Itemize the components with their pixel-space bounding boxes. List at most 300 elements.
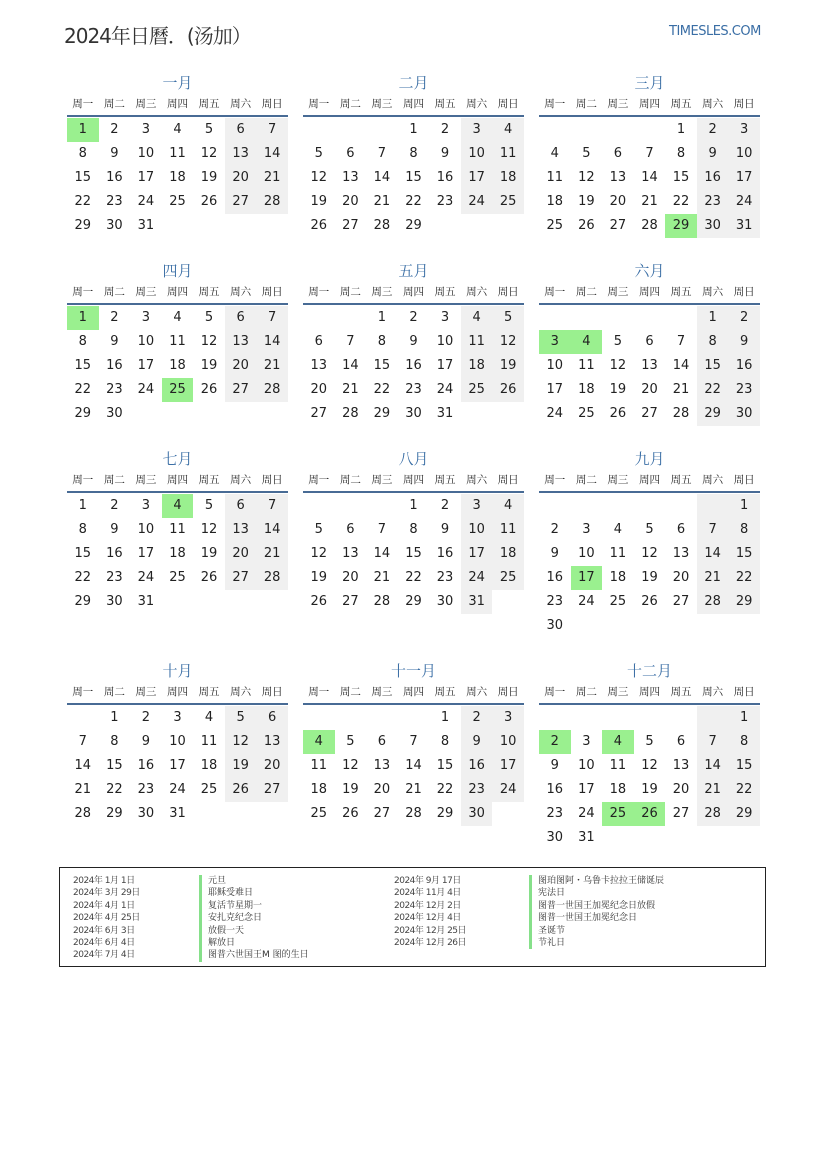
day-cell: 16	[106, 546, 123, 561]
day-cell: 18	[609, 570, 627, 585]
day-cell: 28	[697, 590, 729, 614]
day-cell: 27	[373, 806, 391, 821]
day-cell: 7	[346, 334, 355, 349]
day-cell: 13	[641, 358, 658, 373]
weekday-label: 周日	[733, 286, 755, 298]
day-cell: 27	[672, 806, 690, 821]
holiday-date: 2024年 6月 3日	[73, 925, 135, 936]
holiday-day-cell: 1	[67, 118, 99, 142]
day-cell: 27	[256, 778, 288, 802]
day-cell: 15	[373, 358, 391, 373]
holiday-day-cell: 25	[602, 802, 634, 826]
day-cell: 3	[582, 522, 591, 537]
day-cell: 20	[342, 570, 359, 585]
empty-cell	[602, 306, 634, 330]
day-cell: 25	[461, 378, 493, 402]
day-cell: 1	[440, 710, 450, 725]
day-cell: 10	[728, 142, 760, 166]
day-cell: 25	[492, 190, 524, 214]
day-cell: 12	[225, 730, 257, 754]
day-cell: 28	[74, 806, 92, 821]
day-cell: 27	[342, 218, 359, 233]
day-cell: 13	[256, 730, 288, 754]
day-cell: 5	[582, 146, 591, 161]
day-cell: 17	[578, 782, 595, 797]
day-cell: 28	[256, 190, 288, 214]
weekday-header	[67, 682, 288, 705]
day-cell: 14	[405, 758, 422, 773]
empty-cell	[303, 706, 335, 730]
day-cell: 26	[310, 218, 328, 233]
day-cell: 17	[461, 542, 493, 566]
day-cell: 7	[409, 734, 418, 749]
day-cell: 20	[225, 166, 257, 190]
empty-cell	[366, 118, 398, 142]
weekday-header	[539, 94, 760, 117]
day-cell: 8	[78, 146, 87, 161]
holiday-date: 2024年 1月 1日	[73, 876, 135, 886]
empty-cell	[697, 494, 729, 518]
empty-cell	[461, 214, 493, 238]
day-cell: 28	[672, 406, 690, 421]
day-cell: 3	[141, 310, 151, 325]
day-cell: 31	[169, 806, 186, 821]
day-cell: 15	[74, 546, 92, 561]
weekday-label: 周四	[166, 98, 188, 110]
day-cell: 8	[409, 522, 418, 537]
day-cell: 23	[461, 778, 493, 802]
day-cell: 21	[672, 382, 690, 397]
empty-cell	[162, 402, 194, 426]
day-cell: 30	[405, 406, 422, 421]
day-cell: 16	[546, 570, 564, 585]
day-cell: 7	[256, 118, 288, 142]
weekday-label: 周一	[308, 686, 330, 698]
weekday-label: 周二	[339, 286, 361, 298]
day-cell: 8	[409, 146, 418, 161]
day-cell: 23	[436, 194, 454, 209]
day-cell: 24	[436, 382, 454, 397]
weekday-label: 周一	[308, 98, 330, 110]
day-cell: 22	[436, 782, 454, 797]
day-cell: 21	[641, 194, 658, 209]
day-cell: 19	[200, 546, 218, 561]
day-cell: 26	[200, 194, 218, 209]
empty-cell	[162, 214, 194, 238]
empty-cell	[225, 402, 257, 426]
weekday-label: 周五	[670, 686, 692, 698]
month-name: 四月	[162, 262, 193, 280]
day-cell: 16	[405, 358, 422, 373]
day-cell: 20	[225, 542, 257, 566]
day-cell: 29	[74, 218, 92, 233]
day-cell: 3	[440, 310, 450, 325]
empty-cell	[398, 706, 430, 730]
day-cell: 24	[578, 594, 595, 609]
day-cell: 10	[578, 546, 595, 561]
day-cell: 17	[492, 754, 524, 778]
holiday-day-cell: 17	[571, 566, 603, 590]
day-cell: 19	[609, 382, 627, 397]
day-cell: 24	[137, 194, 155, 209]
day-cell: 21	[256, 542, 288, 566]
holiday-date: 2024年 3月 29日	[73, 888, 140, 899]
day-cell: 17	[461, 166, 493, 190]
days-grid	[539, 306, 760, 426]
day-cell: 13	[310, 358, 328, 373]
weekday-label: 周五	[434, 98, 456, 110]
day-cell: 24	[137, 570, 155, 585]
day-cell: 4	[613, 522, 623, 537]
day-cell: 15	[728, 542, 760, 566]
empty-cell	[492, 802, 524, 826]
day-cell: 2	[110, 122, 119, 137]
day-cell: 9	[550, 758, 559, 773]
weekday-header	[303, 94, 524, 117]
weekday-label: 周五	[198, 686, 220, 698]
day-cell: 2	[141, 710, 151, 725]
weekday-label: 周五	[198, 286, 220, 298]
day-cell: 12	[200, 146, 218, 161]
day-cell: 17	[169, 758, 186, 773]
weekday-label: 周六	[466, 286, 488, 298]
empty-cell	[193, 802, 225, 826]
day-cell: 20	[672, 782, 690, 797]
day-cell: 4	[461, 306, 493, 330]
day-cell: 15	[74, 358, 92, 373]
day-cell: 16	[436, 170, 454, 185]
day-cell: 8	[728, 518, 760, 542]
weekday-label: 周四	[402, 98, 424, 110]
day-cell: 16	[461, 754, 493, 778]
day-cell: 14	[256, 142, 288, 166]
weekday-label: 周三	[607, 686, 629, 698]
empty-cell	[335, 306, 367, 330]
day-cell: 6	[346, 146, 355, 161]
day-cell: 9	[110, 334, 119, 349]
holiday-name: 宪法日	[529, 887, 565, 899]
weekday-label: 周三	[607, 286, 629, 298]
day-cell: 9	[440, 522, 450, 537]
day-cell: 7	[645, 146, 654, 161]
day-cell: 27	[609, 218, 627, 233]
day-cell: 23	[106, 570, 123, 585]
empty-cell	[665, 306, 697, 330]
weekday-label: 周日	[261, 286, 283, 298]
day-cell: 19	[578, 194, 595, 209]
day-cell: 25	[609, 594, 627, 609]
day-cell: 23	[728, 378, 760, 402]
holiday-day-cell: 26	[634, 802, 666, 826]
days-grid	[303, 494, 524, 614]
day-cell: 20	[225, 354, 257, 378]
day-cell: 8	[78, 522, 87, 537]
empty-cell	[571, 614, 603, 638]
day-cell: 25	[546, 218, 564, 233]
empty-cell	[728, 614, 760, 638]
weekday-header	[303, 470, 524, 493]
day-cell: 26	[641, 594, 658, 609]
empty-cell	[335, 494, 367, 518]
empty-cell	[492, 402, 524, 426]
day-cell: 8	[697, 330, 729, 354]
day-cell: 25	[169, 194, 186, 209]
day-cell: 21	[256, 166, 288, 190]
month-block	[67, 660, 288, 848]
weekday-label: 周三	[135, 686, 157, 698]
day-cell: 14	[373, 546, 391, 561]
day-cell: 23	[436, 570, 454, 585]
day-cell: 8	[676, 146, 686, 161]
days-grid	[303, 306, 524, 426]
empty-cell	[697, 706, 729, 730]
day-cell: 1	[697, 306, 729, 330]
day-cell: 29	[697, 402, 729, 426]
day-cell: 29	[373, 406, 391, 421]
weekday-label: 周三	[371, 286, 393, 298]
day-cell: 15	[405, 546, 422, 561]
day-cell: 3	[173, 710, 182, 725]
day-cell: 6	[613, 146, 623, 161]
empty-cell	[303, 306, 335, 330]
month-block	[303, 72, 524, 260]
holiday-name: 安扎克纪念日	[199, 912, 262, 924]
day-cell: 31	[436, 406, 454, 421]
day-cell: 26	[310, 594, 328, 609]
holiday-name: 图普一世国王加冕纪念日	[529, 912, 637, 924]
site-link[interactable]: TIMESLES.COM	[669, 24, 761, 39]
day-cell: 10	[137, 334, 155, 349]
empty-cell	[193, 214, 225, 238]
empty-cell	[225, 214, 257, 238]
day-cell: 9	[550, 546, 559, 561]
day-cell: 26	[342, 806, 359, 821]
empty-cell	[665, 494, 697, 518]
day-cell: 14	[373, 170, 391, 185]
empty-cell	[728, 826, 760, 850]
day-cell: 29	[728, 590, 760, 614]
day-cell: 1	[78, 498, 87, 513]
weekday-label: 周六	[466, 98, 488, 110]
day-cell: 15	[405, 170, 422, 185]
empty-cell	[366, 494, 398, 518]
days-grid	[539, 706, 760, 850]
day-cell: 5	[225, 706, 257, 730]
day-cell: 7	[676, 334, 686, 349]
month-name: 九月	[634, 450, 665, 468]
day-cell: 19	[641, 570, 658, 585]
day-cell: 6	[645, 334, 654, 349]
day-cell: 12	[578, 170, 595, 185]
day-cell: 26	[578, 218, 595, 233]
day-cell: 18	[169, 170, 186, 185]
day-cell: 22	[405, 570, 422, 585]
holiday-day-cell: 2	[539, 730, 571, 754]
day-cell: 10	[137, 522, 155, 537]
weekday-label: 周二	[103, 286, 125, 298]
empty-cell	[539, 706, 571, 730]
day-cell: 19	[310, 194, 328, 209]
weekday-header	[539, 682, 760, 705]
day-cell: 18	[310, 782, 328, 797]
day-cell: 18	[169, 358, 186, 373]
holiday-day-cell: 4	[162, 494, 194, 518]
weekday-header	[303, 282, 524, 305]
weekday-label: 周日	[497, 686, 519, 698]
day-cell: 1	[377, 310, 387, 325]
day-cell: 6	[377, 734, 387, 749]
day-cell: 15	[728, 754, 760, 778]
weekday-label: 周五	[434, 686, 456, 698]
day-cell: 11	[310, 758, 328, 773]
day-cell: 6	[225, 494, 257, 518]
month-block	[67, 260, 288, 448]
day-cell: 9	[110, 522, 119, 537]
empty-cell	[634, 614, 666, 638]
month-block	[303, 660, 524, 848]
day-cell: 1	[409, 498, 418, 513]
empty-cell	[492, 590, 524, 614]
weekday-label: 周二	[575, 98, 597, 110]
day-cell: 22	[728, 566, 760, 590]
day-cell: 25	[310, 806, 328, 821]
weekday-label: 周三	[135, 474, 157, 486]
empty-cell	[256, 590, 288, 614]
day-cell: 16	[436, 546, 454, 561]
day-cell: 17	[546, 382, 564, 397]
holiday-name: 元旦	[199, 875, 226, 887]
day-cell: 18	[492, 166, 524, 190]
day-cell: 13	[672, 546, 690, 561]
day-cell: 26	[492, 378, 524, 402]
day-cell: 24	[728, 190, 760, 214]
month-name: 六月	[634, 262, 665, 280]
day-cell: 14	[697, 754, 729, 778]
day-cell: 22	[405, 194, 422, 209]
weekday-label: 周一	[72, 686, 94, 698]
holiday-name: 复活节星期一	[199, 900, 262, 912]
day-cell: 1	[676, 122, 686, 137]
weekday-label: 周六	[230, 98, 252, 110]
day-cell: 13	[342, 546, 359, 561]
day-cell: 22	[373, 382, 391, 397]
day-cell: 30	[106, 218, 123, 233]
weekday-label: 周二	[339, 686, 361, 698]
weekday-label: 周日	[497, 474, 519, 486]
day-cell: 18	[546, 194, 564, 209]
weekday-label: 周五	[434, 474, 456, 486]
empty-cell	[461, 402, 493, 426]
day-cell: 6	[346, 522, 355, 537]
empty-cell	[571, 118, 603, 142]
month-name: 一月	[162, 74, 193, 92]
day-cell: 7	[697, 518, 729, 542]
day-cell: 1	[409, 122, 418, 137]
day-cell: 28	[342, 406, 359, 421]
month-block	[303, 448, 524, 636]
day-cell: 18	[200, 758, 218, 773]
day-cell: 2	[110, 498, 119, 513]
days-grid	[67, 706, 288, 826]
weekday-label: 周四	[638, 686, 660, 698]
day-cell: 27	[225, 566, 257, 590]
day-cell: 29	[106, 806, 123, 821]
weekday-label: 周一	[308, 286, 330, 298]
weekday-label: 周日	[733, 98, 755, 110]
day-cell: 14	[342, 358, 359, 373]
day-cell: 28	[641, 218, 658, 233]
weekday-label: 周六	[702, 686, 724, 698]
day-cell: 2	[728, 306, 760, 330]
day-cell: 12	[641, 546, 658, 561]
holiday-day-cell: 1	[67, 306, 99, 330]
month-block	[303, 260, 524, 448]
month-name: 十二月	[626, 662, 672, 680]
day-cell: 30	[461, 802, 493, 826]
day-cell: 23	[405, 382, 422, 397]
day-cell: 20	[672, 570, 690, 585]
day-cell: 4	[550, 146, 559, 161]
day-cell: 3	[141, 498, 151, 513]
holiday-name: 耶稣受难日	[199, 887, 253, 899]
day-cell: 24	[492, 778, 524, 802]
day-cell: 1	[110, 710, 119, 725]
day-cell: 20	[310, 382, 328, 397]
day-cell: 21	[342, 382, 359, 397]
month-name: 十月	[162, 662, 193, 680]
empty-cell	[256, 802, 288, 826]
day-cell: 22	[74, 382, 92, 397]
day-cell: 19	[200, 358, 218, 373]
holiday-day-cell: 25	[162, 378, 194, 402]
day-cell: 4	[204, 710, 214, 725]
day-cell: 22	[728, 778, 760, 802]
day-cell: 22	[697, 378, 729, 402]
month-block	[539, 260, 760, 448]
day-cell: 22	[74, 194, 92, 209]
day-cell: 25	[200, 782, 218, 797]
weekday-label: 周六	[702, 474, 724, 486]
weekday-label: 周三	[135, 286, 157, 298]
holiday-day-cell: 4	[303, 730, 335, 754]
day-cell: 26	[200, 382, 218, 397]
day-cell: 26	[200, 570, 218, 585]
day-cell: 6	[256, 706, 288, 730]
day-cell: 22	[672, 194, 690, 209]
day-cell: 9	[697, 142, 729, 166]
holiday-name: 节礼日	[529, 937, 565, 949]
day-cell: 24	[137, 382, 155, 397]
weekday-label: 周二	[103, 686, 125, 698]
day-cell: 24	[461, 566, 493, 590]
holiday-date: 2024年 11月 4日	[394, 888, 461, 899]
month-name: 三月	[634, 74, 665, 92]
day-cell: 6	[314, 334, 323, 349]
day-cell: 30	[728, 402, 760, 426]
days-grid	[303, 706, 524, 826]
day-cell: 17	[137, 170, 155, 185]
day-cell: 7	[256, 494, 288, 518]
weekday-label: 周日	[261, 686, 283, 698]
day-cell: 12	[310, 170, 328, 185]
day-cell: 8	[110, 734, 119, 749]
day-cell: 31	[137, 594, 155, 609]
day-cell: 28	[373, 594, 391, 609]
holiday-date: 2024年 6月 4日	[73, 937, 135, 948]
empty-cell	[225, 802, 257, 826]
weekday-header	[539, 282, 760, 305]
weekday-label: 周五	[670, 286, 692, 298]
